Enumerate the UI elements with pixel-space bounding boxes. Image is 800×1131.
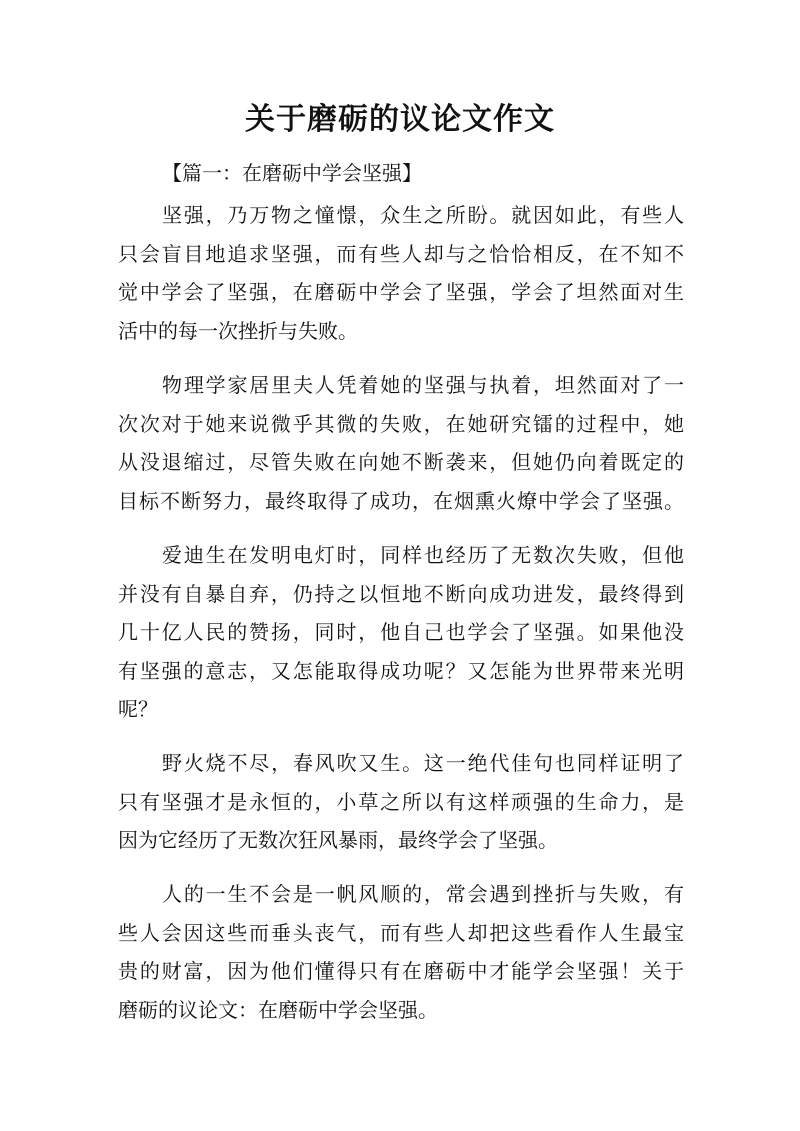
paragraph-line: 活中的每一次挫折与失败。 <box>118 318 358 343</box>
paragraph-line: 坚强，乃万物之憧憬，众生之所盼。就因如此，有些人 <box>162 203 684 227</box>
paragraph-line: 人的一生不会是一帆风顺的，常会遇到挫折与失败，有 <box>162 882 684 906</box>
paragraph-line: 目标不断努力，最终取得了成功，在烟熏火燎中学会了坚强。 <box>118 488 684 513</box>
paragraph-line: 野火烧不尽，春风吹又生。这一绝代佳句也同样证明了 <box>162 751 684 775</box>
paragraph-line: 呢？ <box>118 697 158 721</box>
paragraph-line: 因为它经历了无数次狂风暴雨，最终学会了坚强。 <box>118 828 558 852</box>
paragraph-1 <box>118 196 684 350</box>
paragraph-line: 觉中学会了坚强，在磨砺中学会了坚强，学会了坦然面对生 <box>118 280 684 304</box>
paragraph-line: 些人会因这些而垂头丧气，而有些人却把这些看作人生最宝 <box>118 920 684 945</box>
paragraph-line: 物理学家居里夫人凭着她的坚强与执着，坦然面对了一 <box>162 373 684 397</box>
paragraph-line: 只会盲目地追求坚强，而有些人却与之恰恰相反，在不知不 <box>118 241 684 266</box>
paragraph-line: 磨砺的议论文：在磨砺中学会坚强。 <box>118 997 438 1022</box>
section-heading: 【篇一：在磨砺中学会坚强】 <box>162 161 422 185</box>
paragraph-line: 并没有自暴自弃，仍持之以恒地不断向成功进发，最终得到 <box>118 581 684 606</box>
document-title: 关于磨砺的议论文作文 <box>245 102 555 137</box>
paragraph-line: 只有坚强才是永恒的，小草之所以有这样顽强的生命力，是 <box>118 789 684 814</box>
paragraph-2 <box>118 366 684 520</box>
paragraph-4 <box>118 744 684 860</box>
paragraph-5 <box>118 875 684 1029</box>
paragraph-line: 几十亿人民的赞扬，同时，他自己也学会了坚强。如果他没 <box>118 620 684 644</box>
paragraph-line: 次次对于她来说微乎其微的失败，在她研究镭的过程中，她 <box>118 411 684 436</box>
paragraph-line: 爱迪生在发明电灯时，同样也经历了无数次失败，但他 <box>162 543 684 567</box>
paragraph-3 <box>118 536 684 729</box>
paragraph-line: 有坚强的意志，又怎能取得成功呢？又怎能为世界带来光明 <box>118 658 684 683</box>
paragraph-line: 贵的财富，因为他们懂得只有在磨砺中才能学会坚强！关于 <box>118 959 684 983</box>
paragraph-line: 从没退缩过，尽管失败在向她不断袭来，但她仍向着既定的 <box>118 450 684 474</box>
